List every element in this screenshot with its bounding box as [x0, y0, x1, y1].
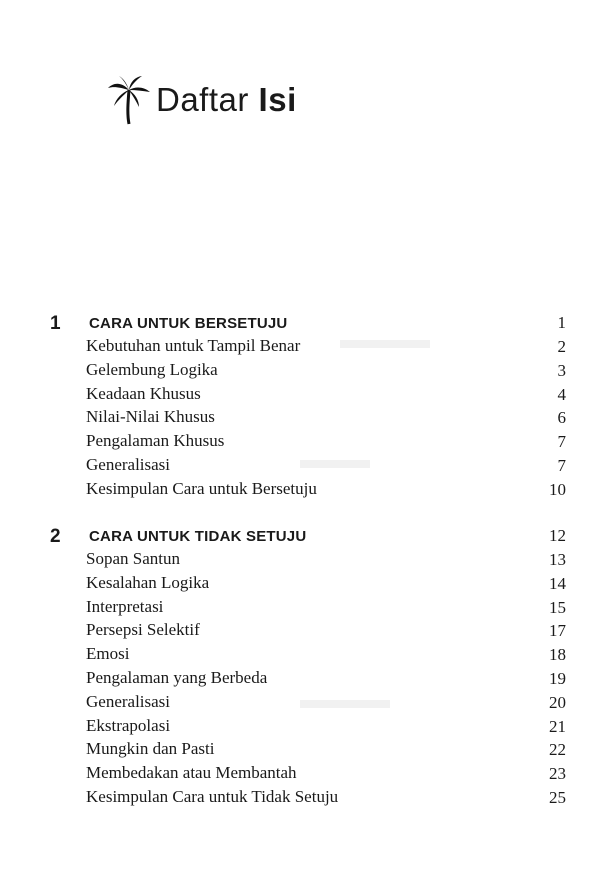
toc-entry[interactable] — [0, 336, 600, 360]
entry-title: Kesalahan Logika — [86, 572, 210, 592]
entry-title: Kesimpulan Cara untuk Tidak Setuju — [86, 786, 339, 806]
entry-title: Emosi — [86, 644, 130, 664]
entry-title: Interpretasi — [86, 596, 164, 616]
toc-entry[interactable] — [0, 668, 600, 692]
page-number: 18 — [549, 645, 566, 665]
page-number: 17 — [549, 621, 566, 641]
page-number: 7 — [557, 432, 566, 452]
chapter-number: 2 — [50, 526, 61, 547]
page-number: 7 — [557, 455, 566, 475]
page-number: 1 — [557, 313, 566, 332]
toc-entry[interactable] — [0, 479, 600, 503]
entry-title: Mungkin dan Pasti — [86, 739, 215, 759]
page-number: 23 — [549, 764, 566, 784]
chapter-1 — [0, 313, 600, 503]
entry-title: Generalisasi — [86, 691, 171, 711]
toc-entry[interactable] — [0, 692, 600, 716]
entry-title: Kebutuhan untuk Tampil Benar — [86, 336, 301, 355]
entry-title: Pengalaman Khusus — [86, 431, 225, 451]
chapter-heading[interactable] — [0, 526, 600, 549]
toc-entry[interactable] — [0, 763, 600, 787]
entry-title: Kesimpulan Cara untuk Bersetuju — [86, 478, 317, 498]
entry-title: Generalisasi — [86, 454, 171, 474]
toc-entry[interactable] — [0, 620, 600, 644]
chapter-heading[interactable] — [0, 313, 600, 336]
page-number: 3 — [557, 360, 566, 380]
entry-title: Nilai-Nilai Khusus — [86, 407, 215, 427]
page-number: 15 — [549, 597, 566, 617]
entry-title: Ekstrapolasi — [86, 715, 171, 735]
page-number: 2 — [557, 337, 566, 356]
toc-entry[interactable] — [0, 407, 600, 431]
toc-entry[interactable] — [0, 549, 600, 573]
toc-entry[interactable] — [0, 739, 600, 763]
entry-title: Gelembung Logika — [86, 359, 218, 379]
entry-title: Persepsi Selektif — [86, 620, 200, 640]
page-number: 22 — [549, 740, 566, 760]
entry-title: Sopan Santun — [86, 549, 180, 568]
page-number: 12 — [549, 526, 566, 545]
page-number: 6 — [557, 408, 566, 428]
palm-tree-icon — [106, 74, 152, 126]
toc-entry[interactable] — [0, 597, 600, 621]
toc-entry[interactable] — [0, 455, 600, 479]
page-number: 19 — [549, 668, 566, 688]
toc-entry[interactable] — [0, 573, 600, 597]
toc-heading — [106, 74, 297, 126]
toc-entry[interactable] — [0, 644, 600, 668]
toc-entry[interactable] — [0, 716, 600, 740]
toc-entry[interactable] — [0, 431, 600, 455]
chapter-2 — [0, 526, 600, 811]
page-number: 21 — [549, 716, 566, 736]
page-number: 13 — [549, 550, 566, 569]
toc-entry[interactable] — [0, 384, 600, 408]
page-number: 4 — [557, 384, 566, 404]
page-title: Daftar Isi — [156, 81, 297, 118]
page-number: 20 — [549, 692, 566, 712]
entry-title: Keadaan Khusus — [86, 383, 201, 403]
entry-title: Pengalaman yang Berbeda — [86, 667, 268, 687]
page-number: 25 — [549, 787, 566, 807]
chapter-title: CARA UNTUK BERSETUJU — [89, 315, 288, 332]
page-number: 14 — [549, 573, 566, 593]
page-number: 10 — [549, 479, 566, 499]
chapter-title: CARA UNTUK TIDAK SETUJU — [89, 528, 307, 545]
chapter-number: 1 — [50, 313, 61, 334]
toc-entry[interactable] — [0, 360, 600, 384]
entry-title: Membedakan atau Membantah — [86, 763, 297, 783]
toc-entry[interactable] — [0, 787, 600, 811]
